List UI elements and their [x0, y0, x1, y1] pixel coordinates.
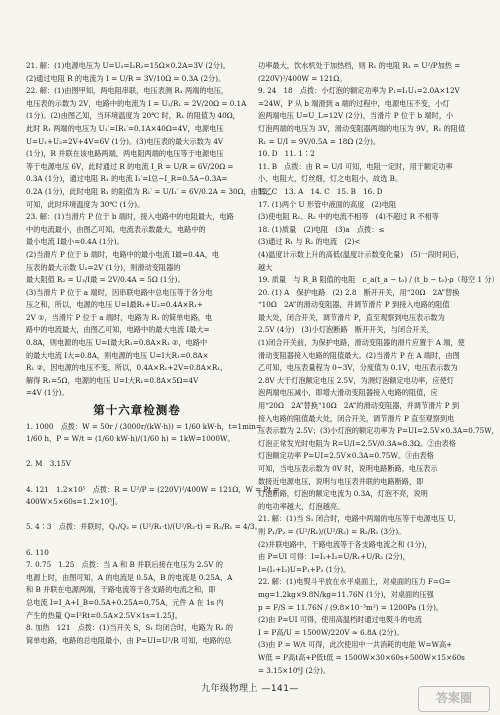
text-line: 2.5V (4分) (3)小灯泡断路 断开开关，与闭合开关， — [258, 325, 434, 335]
text-line: W低 = P高t高+P低t低 = 1500W×30×60s+500W×15×60s — [258, 652, 465, 662]
text-line: 2.8V 大于灯泡额定电压 2.5V，为测灯泡额定电功率，应使灯 — [258, 375, 454, 385]
text-line: (3)通过 R₁ 与 R₂ 的电流 (2)< — [258, 237, 361, 247]
text-line: 接入电路的阻值最大处，闭合开关，调节滑片 P 直至观察到电 — [258, 413, 455, 423]
text-line: 和 B 并联在电源两端，干路电流等于各支路的电流之和，即 — [26, 585, 216, 595]
text-line: 电源上时，由图可知，A 的电流是 0.5A，B 的电流是 0.25A，A — [26, 572, 233, 582]
text-line: 22. 解：(1)由图甲知，两电阻串联，电压表测 R₁ 两端的电压， — [26, 86, 229, 96]
text-line: 数接近电源电压，说明与电压表并联的电路断路，即 — [258, 476, 424, 486]
text-line: 压表示数为 2.5V；(3)小灯泡的额定功率为 P=UI=2.5V×0.3A=0.75W， — [258, 426, 499, 436]
text-line: 19. 质量 与 R_B 阻值的电阻 c_a(t_a − t₀) / (t_b − t₀)·ρ（每空 1 分） — [258, 275, 499, 285]
text-line — [26, 509, 248, 522]
left-answers-bottom — [26, 421, 280, 648]
text-line: (1)闭合开关前，为保护电路，滑动变阻器的滑片应置于 A 端，使 — [258, 338, 465, 348]
text-line: 压之和，所以，电源的电压 U=I最R₁+U₂=0.4A×R₁+ — [26, 300, 203, 310]
text-line: 0.3A (1分)，通过电阻 R₁ 的电流 I₁′=I总−I_R=0.5A−0.3A= — [26, 174, 228, 184]
text-line: 灯泡额定功率 P=UI=2.5V×0.3A=0.75W。③由表格 — [258, 451, 434, 461]
text-line: I = P高/U = 1500W/220V ≈ 6.8A (2分)。 — [258, 627, 404, 637]
text-line: 11. B 点拨：由 R = U/I 可知，电阻一定时，用于额定功率 — [258, 161, 453, 171]
text-line: 1. 1000 点拨：W = 50r / (3000r/(kW·h)) = 1/60 kW·h，t=1min= — [26, 421, 262, 431]
page-footer: 九年级物理上 —141— — [200, 684, 300, 694]
text-line: 0.8A，则电源的电压 U=I最大R₁=0.8A×R₁ ②，电路中 — [26, 338, 208, 348]
text-line — [26, 446, 248, 459]
text-line — [26, 471, 248, 484]
text-line: 路中的电流最大，由图乙可知，电路中的最大电流 I最大= — [26, 325, 210, 335]
text-line: (2)通过电阻 R 的电流为 I = U/R = 3V/10Ω = 0.3A (2分)。 — [26, 73, 226, 83]
text-line: 20. (1) A 保护电路 (2) 2.8 断开开关，用“20Ω 2A”替换 — [258, 287, 460, 297]
text-line: 2V ①，当滑片 P 位于 a 端时，电路为 R₁ 的简单电路，电 — [26, 312, 213, 322]
text-line: “10Ω 2A”的滑动变阻器，并调节滑片 P 到接入电路的阻值 — [258, 300, 450, 310]
right-column — [258, 60, 499, 677]
text-line: 最大处，闭合开关，调节滑片 P，直至观察到电压表示数为 — [258, 312, 445, 322]
text-line: 17. (1)两个 U 形管中液面的高度 (2)电阻 — [258, 199, 397, 209]
text-line: 乙可知，电压表量程为 0~3V，分度值为 0.1V，电压表示数为 — [258, 363, 458, 373]
text-line: 的最大电流 I大=0.8A，则电源的电压 U=I大R₁=0.8A× — [26, 350, 209, 360]
text-line: mg=1.2kg×9.8N/kg=11.76N (1分)，对桌面的压强 — [258, 589, 434, 599]
text-line: 的电功率越大，灯泡越亮。 — [258, 501, 345, 511]
text-line: R₁ ②，因电源的电压不变，所以，0.4A×R₁+2V=0.8A×R₁， — [26, 363, 228, 373]
text-line: 8. 加热 121 点拨：(1)当开关 S，S₁ 均闭合时，电路为 R₁ 的 — [26, 623, 233, 633]
text-line: 0.2A (1分)，此时电阻 R₁ 的阻值为 R₁′ = U/I₁′ = 6V/0.2A = 30Ω，由图乙 — [26, 186, 273, 196]
text-line: 23. 解：(1)当滑片 P 位于 b 端时，接入电路中的电阻最大，电路 — [26, 212, 234, 222]
text-line: 9. 24 18 点拨：小灯泡的额定功率为 P₁=I₁U₁=2.0A×12V — [258, 86, 460, 96]
text-line: 解得 R₁=5Ω，电源的电压 U=I大R₁=0.8A×5Ω=4V — [26, 375, 199, 385]
text-line: (2)并联电路中，干路电流等于各支路电流之和 (1分)， — [258, 539, 432, 549]
text-line — [26, 534, 248, 547]
text-line: 电压表的示数为 2V，电路中的电流为 I = U₁/R₁ = 2V/20Ω = 0.1A — [26, 98, 247, 108]
text-line: 21. 解：(1)当 S₁ 闭合时，电路中两端的电压等于电源电压 U， — [258, 514, 461, 524]
text-line: 简单电路，电路的总电阻最小，由 P=UI=U²/R 可知，电路的总 — [26, 635, 232, 645]
right-answers — [258, 60, 499, 677]
text-line: I=(I₁+I₂)U=P₁+P₂ (1分)。 — [258, 564, 351, 574]
text-line: 由 P=UI 可得：I=I₁+I₂=U/R₁+U/R₂ (2分)， — [258, 552, 410, 562]
text-line: 最小电流 I最小=0.4A (1分)。 — [26, 237, 124, 247]
text-line: R₁ = U/I = 9V/0.5A = 18Ω (2分)。 — [258, 136, 381, 146]
text-line: (3)使电阻 R₁、R₂ 中的电流不相等 (4)不超过 R 不相等 — [258, 212, 439, 222]
text-line: 400W×5×60s=1.2×10⁵J。 — [26, 497, 123, 507]
text-line: 泡两端电压 U=U_L=12V (2分)，当滑片 P 位于 b 端时，小 — [258, 111, 454, 121]
text-line: (1分)。(2)由图乙知，当环境温度为 20℃ 时，R₁ 的阻值为 40Ω， — [26, 111, 240, 121]
text-line: =24W，P 从 b 端滑到 a 端的过程中，电源电压不变，小灯 — [258, 98, 450, 108]
text-line: p = F/S = 11.76N / (9.8×10⁻³m²) = 1200Pa (1分)。 — [258, 602, 444, 612]
text-line: 此时 R₁ 两端的电压为 U₁′=IR₁′=0.1A×40Ω=4V，电源电压 — [26, 123, 224, 133]
text-line: 功率最大，饮水机处于加热档，则 R₁ 的电阻 R₁ = U²/P加热 = — [258, 61, 461, 70]
text-line: 总电流 I=I_A+I_B=0.5A+0.25A=0.75A，元件 A 在 1s 内 — [26, 597, 224, 607]
text-line: 21. 解：(1)电源电压为 U=U₂=I₂R₂=15Ω×0.2A=3V (2分)。 — [26, 61, 230, 70]
text-line: 最大阻值 R₂ = U₂/I最 = 2V/0.4A = 5Ω (1分)。 — [26, 275, 185, 285]
text-line: 2. M 3.15V — [26, 459, 71, 469]
text-line: 用“20Ω 2A”替换“10Ω 2A”的滑动变阻器，并调节滑片 P 到 — [258, 401, 460, 411]
text-line: 滑动变阻器接入电路的阻值最大。(2)当滑片 P 在 A 端时，由图 — [258, 350, 460, 360]
text-line: 灯泡断路，灯泡的额定电流为 0.3A，灯泡不亮，说明 — [258, 489, 428, 499]
text-line: 灯泡正常发光时电阻为 R=U/I=2.5V/0.3A≈8.3Ω。②由表格 — [258, 438, 456, 448]
text-line: 1/60 h，P = W/t = (1/60 kW·h)/(1/60 h) = 1kW=1000W。 — [26, 434, 235, 444]
text-line: 可知，当电压表示数为 0V 时，说明电路断路，电压表示 — [258, 464, 438, 473]
text-line: (3)当滑片 P 位于 a 端时，因串联电路中总电压等于各分电 — [26, 287, 213, 297]
text-line: 泡两端电压减小，即增大滑动变阻器接入电路的阻值，应 — [258, 388, 438, 398]
text-line: 4. 121 1.2×10⁵ 点拨：R = U²/P = (220V)²/400W = 121Ω，W = Pt = — [26, 484, 280, 494]
text-line: 则 P₁/P₂ = (U²/R₁)/(U²/R₂) = R₂/R₁ (3分)。 — [258, 526, 406, 536]
watermark-logo: 答案圈 — [418, 686, 490, 712]
text-line: (4)温度计示数上升的高低(温度计示数变化量) (5)一段时间后， — [258, 249, 464, 259]
text-line: = 3.15×10⁶J (2分)。 — [258, 665, 331, 675]
text-line: (2)当滑片 P 位于 b 端时，电路中的最小电流 I最=0.4A，电 — [26, 249, 220, 259]
text-line: (220V)²/400W = 121Ω。 — [258, 73, 347, 83]
text-line: 12. C 13. A 14. C 15. B 16. D — [258, 186, 383, 196]
text-line: 18. (1)质量 (2)电阻 (3)a 点拨：≤ — [258, 224, 385, 234]
section-title: 第十六章检测卷 — [93, 403, 181, 418]
text-line: =4V (1分)。 — [26, 388, 69, 398]
text-line: 灯泡两端的电压为 3V，滑动变阻器两端的电压为 9V，R₁ 的阻值 — [258, 123, 466, 133]
text-line: 压表的最大示数 U₂=2V (1分)，则滑动变阻器的 — [26, 262, 181, 272]
text-line: 7. 0.75 1.25 点拨：当 A 和 B 并联后接在电压为 2.5V 的 — [26, 560, 223, 570]
text-line: 产生的热量 Q=I²Rt=0.5A×2.5V×1s=1.25J。 — [26, 610, 182, 620]
text-line: 22. 解：(1)电熨斗平放在水平桌面上，对桌面的压力 F=G= — [258, 577, 451, 587]
text-line: 越大 — [258, 262, 273, 272]
text-line: 6. 110 — [26, 547, 49, 557]
text-line: 小、电阻大，灯丝细，灯之电阻小，故选 B。 — [258, 174, 403, 184]
text-line: 中的电流最小，由图乙可知，电流表示数最大，电路中的 — [26, 224, 206, 234]
text-line: 10. D 11. 1∶2 — [258, 149, 315, 159]
text-line: 等于电源电压 6V，此时通过 R 的电流 I_R = U/R = 6V/20Ω = — [26, 161, 234, 171]
text-line: (1分)，R 并联在该电路两端，两电阻两端的电压等于电源电压 — [26, 149, 224, 159]
text-line: 可知，此时环境温度为 30℃ (1分)。 — [26, 199, 145, 209]
text-line: 5. 4∶3 点拨：并联时，Q₁/Q₂ = (U²/R₁·t)/(U²/R₂·t) = R₂/R₁ = 4/3。 — [26, 522, 262, 532]
text-line: (2)由 P=UI 可得，使用高温档时通过电熨斗的电流 — [258, 615, 422, 625]
text-line: U=U₁+U₂=2V+4V=6V (1分)。(3)电压表的最大示数为 4V — [26, 136, 224, 146]
text-line: (3)由 P = W/t 可得，此次使用中一共消耗的电能 W=W高+ — [258, 640, 453, 650]
